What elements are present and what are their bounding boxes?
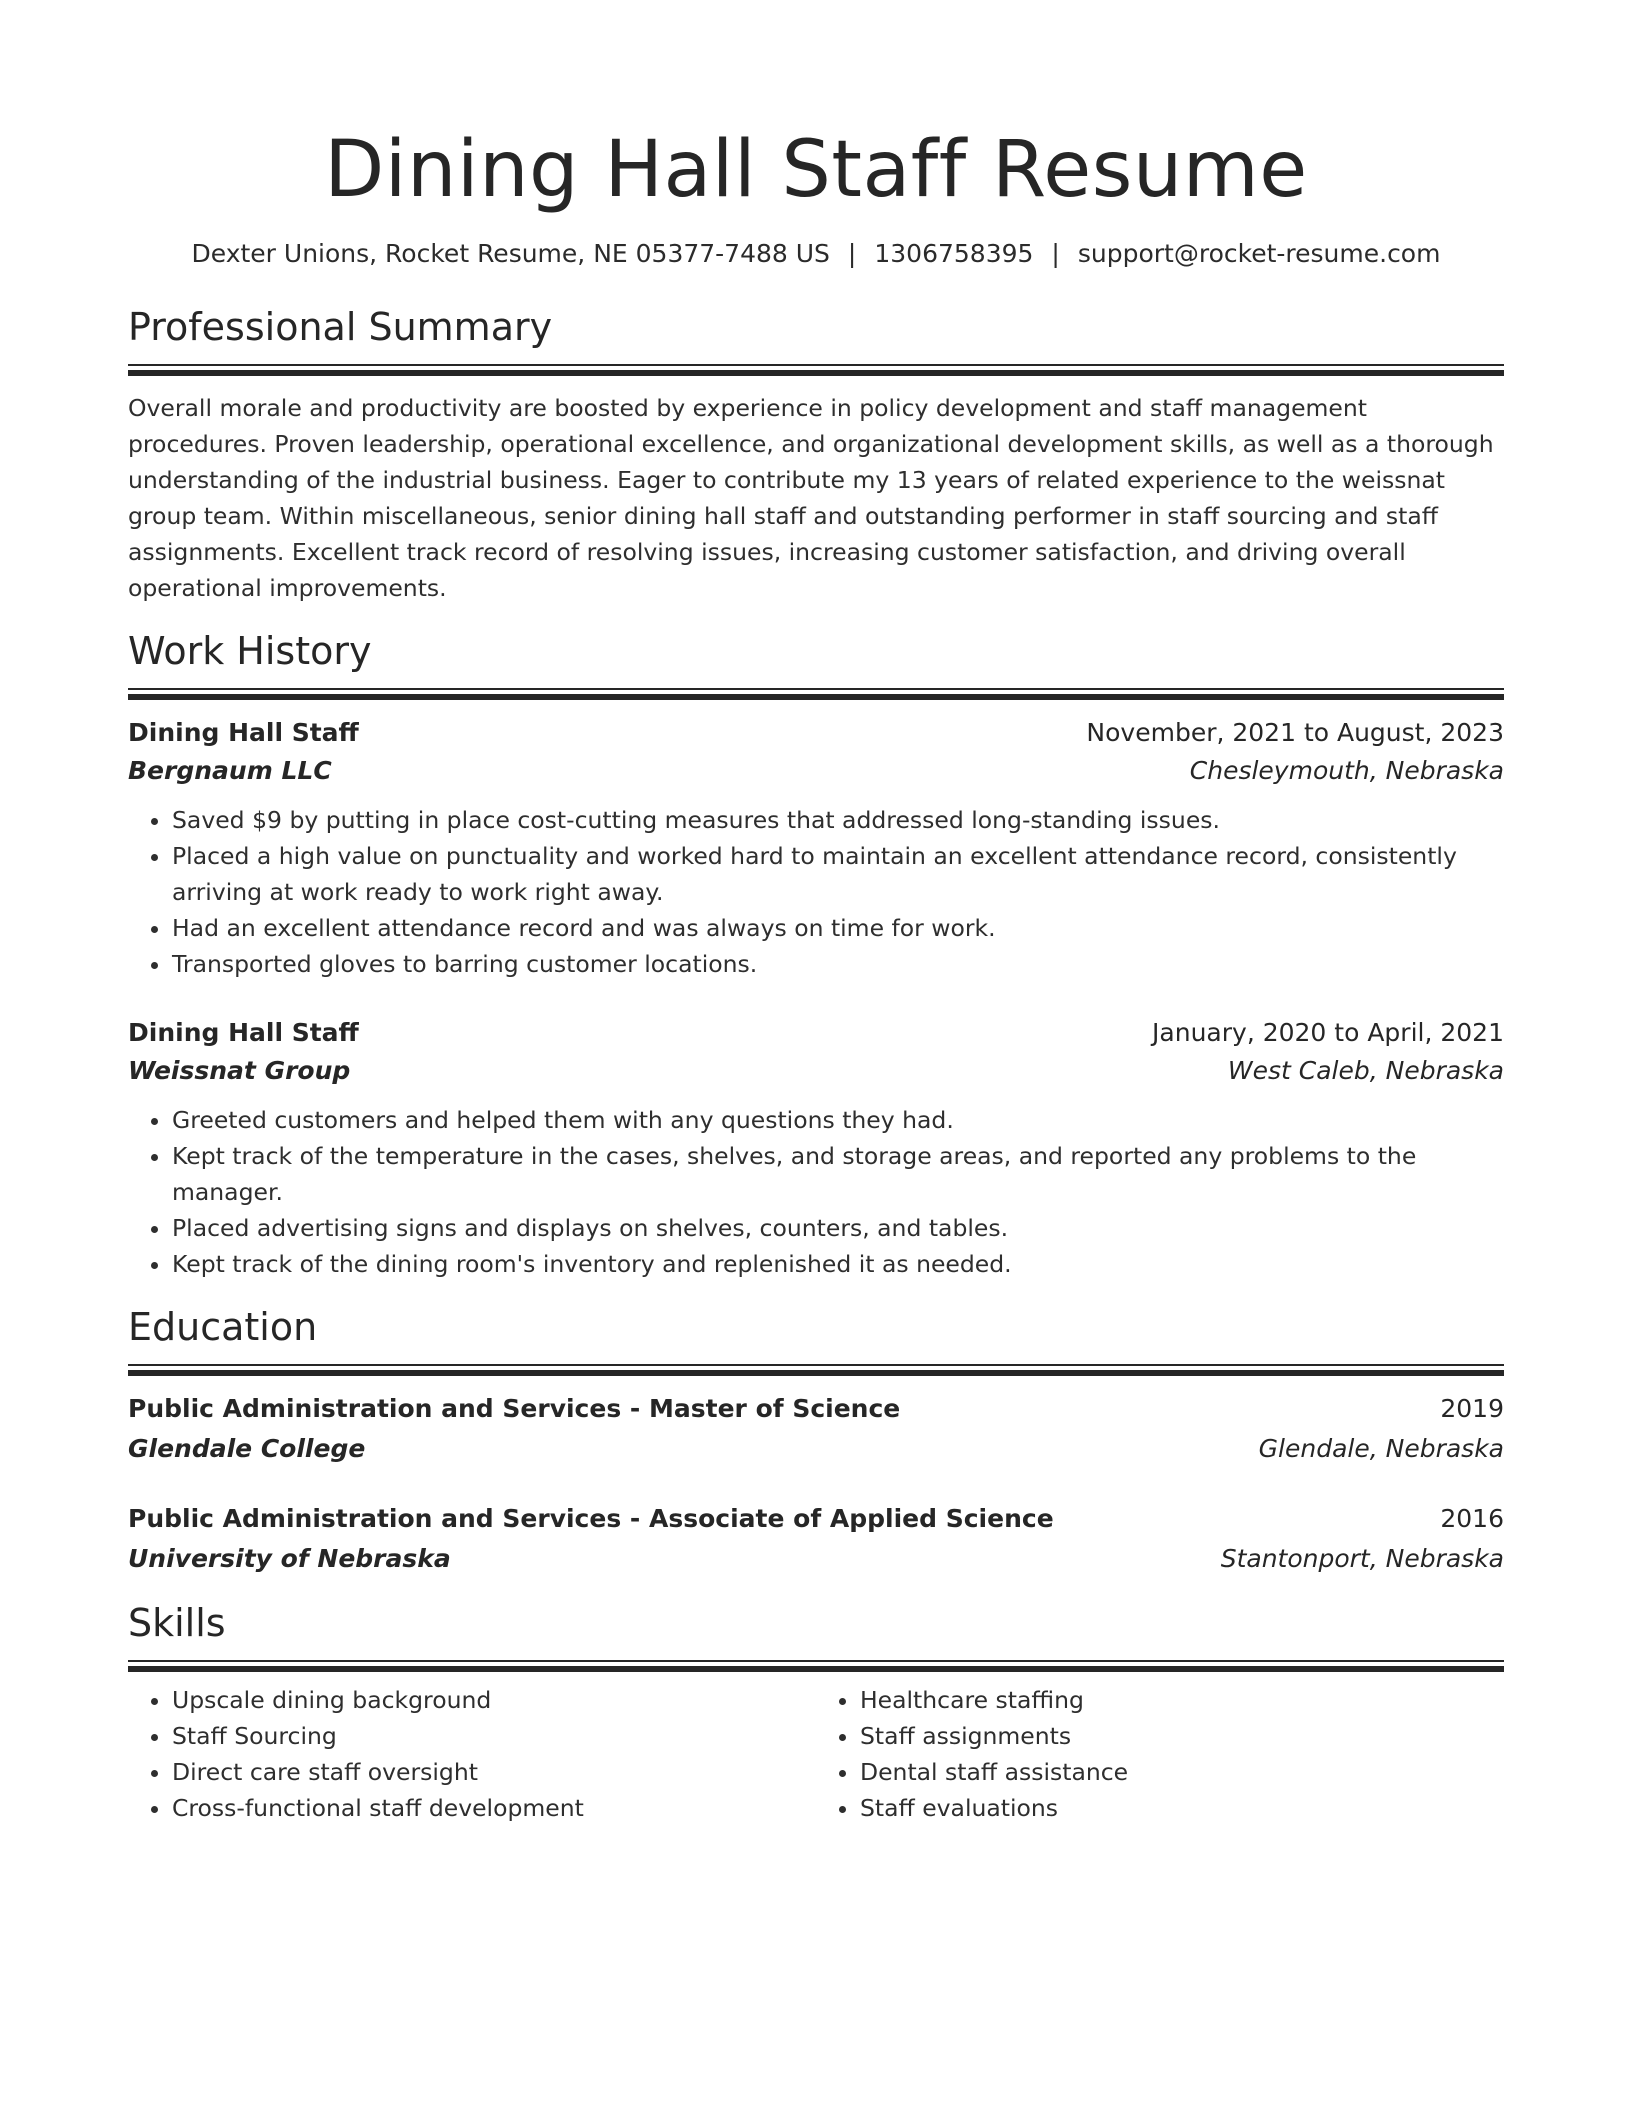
skills-list-right: [816, 1682, 1504, 1826]
education-year: 2016: [1440, 1504, 1504, 1533]
section-divider: [128, 364, 1504, 376]
job-bullets: [128, 802, 1504, 982]
job-company-row: [128, 1052, 1504, 1090]
resume-page: [128, 0, 1504, 1826]
education-school: University of Nebraska: [128, 1544, 451, 1573]
contact-separator: |: [1051, 239, 1060, 268]
list-item: • Transported gloves to barring customer locations.: [172, 946, 1504, 982]
list-item: • Staff Sourcing: [172, 1718, 816, 1754]
job-title: Dining Hall Staff: [128, 718, 359, 747]
list-item: • Had an excellent attendance record and was always on time for work.: [172, 910, 1504, 946]
contact-phone: 1306758395: [874, 239, 1034, 268]
section-divider: [128, 1364, 1504, 1376]
job-company-row: [128, 752, 1504, 790]
section-heading-summary: Professional Summary: [128, 305, 553, 349]
section-education: [128, 1302, 1504, 1578]
job-title-row: [128, 1014, 1504, 1052]
education-school-row: [128, 1430, 1504, 1468]
section-divider: [128, 688, 1504, 700]
section-divider: [128, 1660, 1504, 1672]
section-heading-work-history: Work History: [128, 629, 372, 673]
education-entry: [128, 1390, 1504, 1468]
resume-title: Dining Hall Staff Resume: [324, 125, 1308, 215]
education-school: Glendale College: [128, 1434, 366, 1463]
list-item: • Staff evaluations: [860, 1790, 1504, 1826]
list-item: • Greeted customers and helped them with any questions they had.: [172, 1102, 1504, 1138]
education-degree: Public Administration and Services - Associate of Applied Science: [128, 1504, 1054, 1533]
education-location: Glendale, Nebraska: [1258, 1434, 1504, 1463]
list-item: • Direct care staff oversight: [172, 1754, 816, 1790]
section-skills: [128, 1598, 1504, 1826]
education-degree: Public Administration and Services - Master of Science: [128, 1394, 901, 1423]
job-company: Bergnaum LLC: [128, 756, 332, 785]
job-bullets: [128, 1102, 1504, 1282]
job-dates: November, 2021 to August, 2023: [1086, 718, 1504, 747]
job-dates: January, 2020 to April, 2021: [1152, 1018, 1504, 1047]
education-degree-row: [128, 1390, 1504, 1428]
list-item: • Cross-functional staff development: [172, 1790, 816, 1826]
job-company: Weissnat Group: [128, 1056, 351, 1085]
job-location: Chesleymouth, Nebraska: [1189, 756, 1504, 785]
education-year: 2019: [1440, 1394, 1504, 1423]
education-school-row: [128, 1540, 1504, 1578]
job-title-row: [128, 714, 1504, 752]
summary-text: Overall morale and productivity are boosted by experience in policy development and staff management procedures. Proven leadership, operational excellence, and organizational development skills, as well as a thorough understanding of the industrial business. Eager to contribute my 13 years of related experience to the weissnat group team. Within miscellaneous, senior dining hall staff and outstanding performer in staff sourcing and staff assignments. Excellent track record of resolving issues, increasing customer satisfaction, and driving overall operational improvements.: [128, 394, 1494, 602]
skills-columns: [128, 1682, 1504, 1826]
list-item: • Staff assignments: [860, 1718, 1504, 1754]
job-title: Dining Hall Staff: [128, 1018, 359, 1047]
section-summary: [128, 302, 1504, 606]
education-degree-row: [128, 1500, 1504, 1538]
list-item: • Kept track of the temperature in the cases, shelves, and storage areas, and reported any problems to the manager.: [172, 1138, 1504, 1210]
skills-list-left: [128, 1682, 816, 1826]
list-item: • Kept track of the dining room's inventory and replenished it as needed.: [172, 1246, 1504, 1282]
list-item: • Saved $9 by putting in place cost-cutting measures that addressed long-standing issues.: [172, 802, 1504, 838]
list-item: • Upscale dining background: [172, 1682, 816, 1718]
education-location: Stantonport, Nebraska: [1220, 1544, 1504, 1573]
contact-email: support@rocket-resume.com: [1077, 239, 1441, 268]
list-item: • Placed advertising signs and displays on shelves, counters, and tables.: [172, 1210, 1504, 1246]
list-item: • Placed a high value on punctuality and worked hard to maintain an excellent attendance record, consistently arriving at work ready to work right away.: [172, 838, 1504, 910]
list-item: • Dental staff assistance: [860, 1754, 1504, 1790]
job-entry: [128, 714, 1504, 982]
job-location: West Caleb, Nebraska: [1227, 1056, 1504, 1085]
contact-line: [128, 236, 1504, 272]
contact-address: Dexter Unions, Rocket Resume, NE 05377-7488 US: [191, 239, 830, 268]
education-entry: [128, 1500, 1504, 1578]
section-heading-skills: Skills: [128, 1601, 226, 1645]
contact-separator: |: [847, 239, 857, 268]
section-heading-education: Education: [128, 1305, 318, 1349]
job-entry: [128, 1014, 1504, 1282]
list-item: • Healthcare staffing: [860, 1682, 1504, 1718]
section-work-history: [128, 626, 1504, 1282]
